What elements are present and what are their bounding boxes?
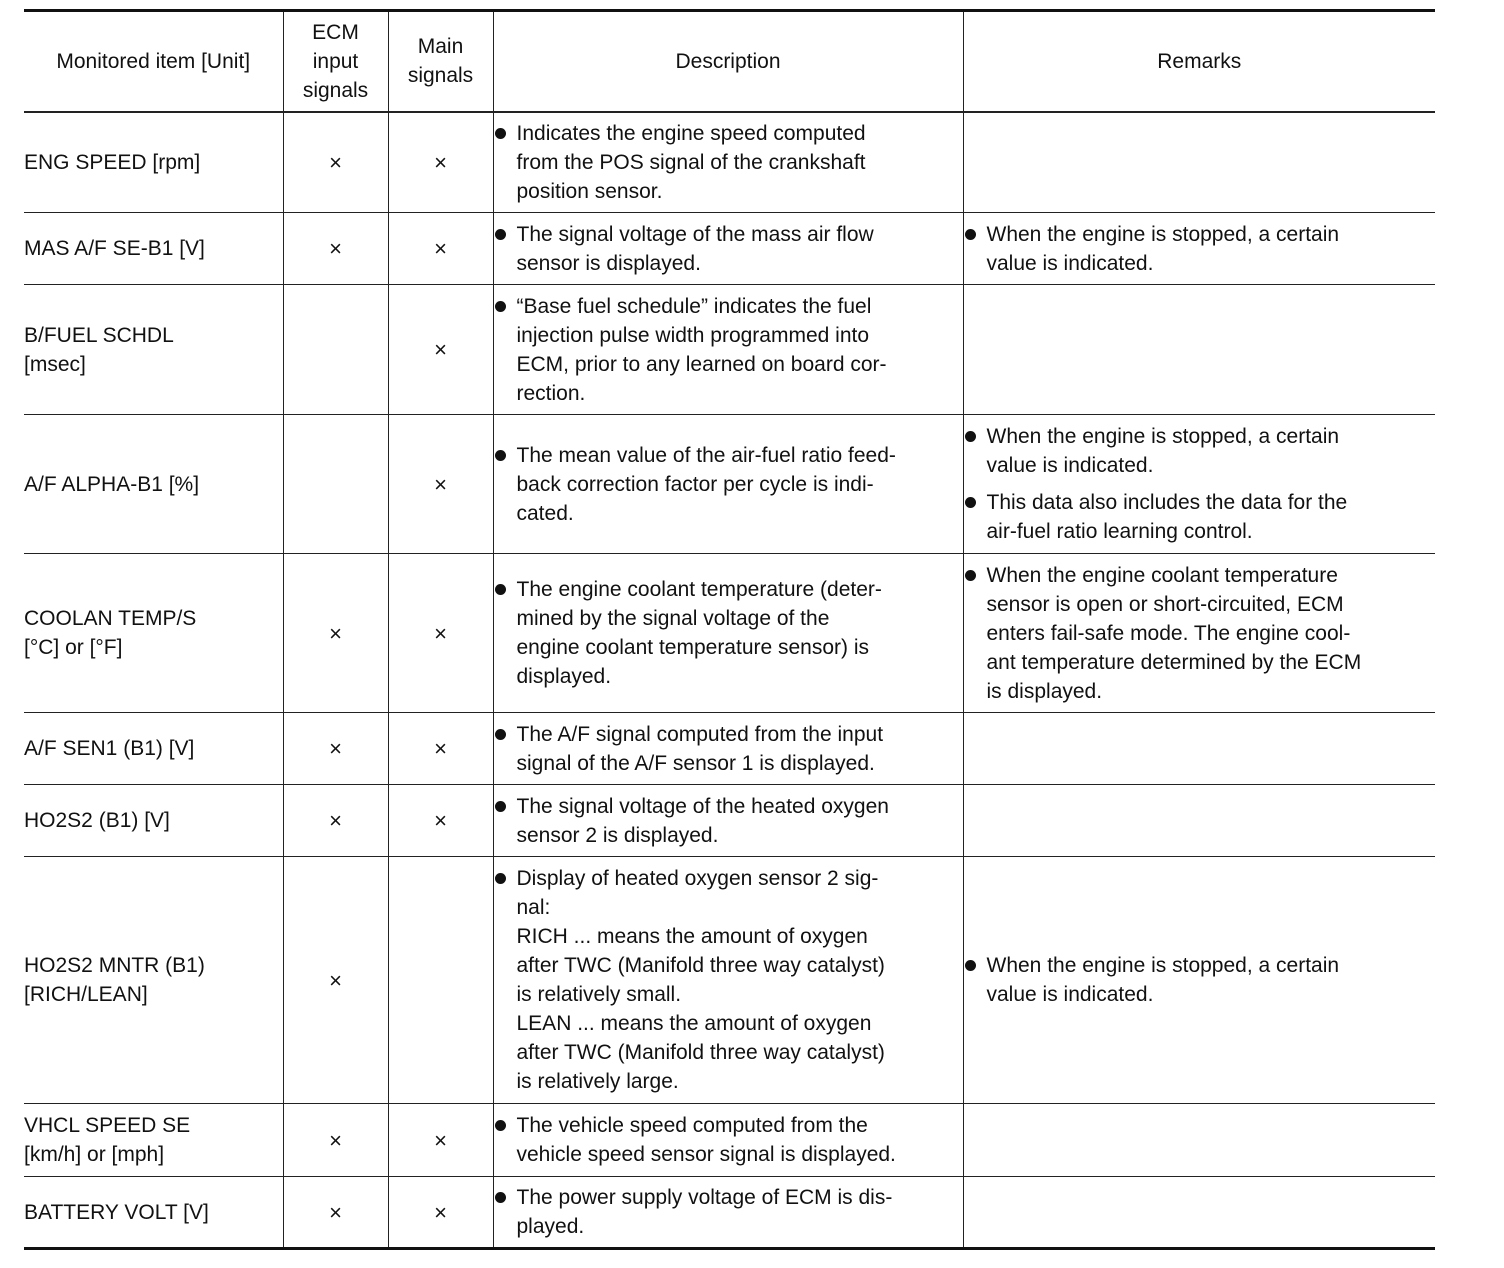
monitored-item-line: HO2S2 (B1) [V] — [24, 809, 170, 832]
monitored-item-cell — [24, 285, 283, 415]
ecm-input-mark: × — [283, 713, 388, 785]
table-row — [24, 713, 1435, 785]
description-line: cated. — [516, 501, 574, 525]
description-line: position sensor. — [516, 179, 663, 203]
description-line: signal of the A/F sensor 1 is displayed. — [516, 751, 875, 775]
remarks-list — [964, 561, 1436, 706]
description-bullet — [494, 864, 963, 1096]
description-line: The A/F signal computed from the input — [516, 722, 884, 746]
ecm-input-mark — [283, 285, 388, 415]
main-signal-mark: × — [388, 1104, 493, 1177]
description-line: played. — [516, 1215, 585, 1238]
remarks-line: When the engine is stopped, a certain — [986, 222, 1340, 246]
description-line: RICH ... means the amount of oxygen — [516, 925, 868, 948]
description-cell — [493, 112, 963, 213]
ecm-input-mark: × — [283, 112, 388, 213]
description-bullet — [494, 220, 963, 278]
description-bullet — [494, 1183, 963, 1241]
monitored-item-cell — [24, 415, 283, 554]
description-line: The mean value of the air-fuel ratio feed- — [516, 443, 896, 467]
table-row — [24, 857, 1435, 1104]
header-main-line: Main — [417, 35, 464, 59]
main-signal-mark: × — [388, 554, 493, 713]
description-line: The engine coolant temperature (deter- — [516, 578, 882, 601]
remarks-cell — [963, 713, 1435, 785]
description-line: LEAN ... means the amount of oxygen — [516, 1012, 872, 1035]
description-bullet — [494, 1111, 963, 1169]
remarks-cell — [963, 1104, 1435, 1177]
remarks-bullet — [964, 488, 1436, 546]
monitored-item-cell — [24, 857, 283, 1104]
monitored-item-cell — [24, 1104, 283, 1177]
monitored-item-cell — [24, 213, 283, 285]
description-line: engine coolant temperature sensor) is — [516, 636, 870, 659]
description-bullet — [494, 792, 963, 850]
main-signal-mark: × — [388, 713, 493, 785]
description-bullet — [494, 119, 963, 206]
description-line: is relatively small. — [516, 983, 682, 1006]
main-signal-mark: × — [388, 285, 493, 415]
remarks-line: When the engine is stopped, a certain — [986, 425, 1340, 448]
description-list — [494, 720, 963, 778]
description-line: “Base fuel schedule” indicates the fuel — [516, 294, 872, 318]
header-ecm-input-signals — [283, 11, 388, 112]
header-main-signals — [388, 11, 493, 112]
remarks-bullet — [964, 220, 1436, 278]
description-list — [494, 1111, 963, 1169]
table-row — [24, 285, 1435, 415]
remarks-line: This data also includes the data for the — [986, 491, 1348, 514]
description-line: The power supply voltage of ECM is dis- — [516, 1186, 893, 1209]
ecm-input-mark: × — [283, 785, 388, 857]
remarks-cell — [963, 112, 1435, 213]
main-signal-mark: × — [388, 415, 493, 554]
ecm-input-mark: × — [283, 554, 388, 713]
remarks-line: sensor is open or short-circuited, ECM — [986, 592, 1344, 616]
description-line: The vehicle speed computed from the — [516, 1114, 868, 1137]
remarks-line: ant temperature determined by the ECM — [986, 650, 1362, 674]
description-list — [494, 864, 963, 1096]
description-bullet — [494, 441, 963, 528]
description-list — [494, 575, 963, 691]
monitored-item-cell — [24, 713, 283, 785]
description-cell — [493, 713, 963, 785]
monitored-item-cell — [24, 554, 283, 713]
description-line: back correction factor per cycle is indi- — [516, 472, 874, 496]
main-signal-mark: × — [388, 112, 493, 213]
header-ecm-line: signals — [302, 78, 369, 102]
description-list — [494, 792, 963, 850]
remarks-line: value is indicated. — [986, 454, 1154, 477]
description-line: injection pulse width programmed into — [516, 323, 870, 347]
monitored-item-cell — [24, 112, 283, 213]
header-remarks: Remarks — [963, 11, 1435, 112]
header-monitored-item: Monitored item [Unit] — [24, 11, 283, 112]
remarks-cell — [963, 785, 1435, 857]
remarks-cell — [963, 213, 1435, 285]
monitored-item-cell — [24, 1177, 283, 1249]
description-bullet — [494, 292, 963, 408]
remarks-cell — [963, 415, 1435, 554]
monitored-item-line: [msec] — [24, 352, 86, 376]
header-main-line: signals — [407, 64, 474, 88]
ecm-input-mark — [283, 415, 388, 554]
remarks-line: When the engine is stopped, a certain — [986, 954, 1340, 977]
header-row — [24, 11, 1435, 112]
monitored-item-line: ENG SPEED [rpm] — [24, 150, 201, 174]
description-line: nal: — [516, 896, 551, 919]
description-line: displayed. — [516, 665, 612, 688]
header-description: Description — [493, 11, 963, 112]
description-list — [494, 220, 963, 278]
description-line: vehicle speed sensor signal is displayed. — [516, 1143, 896, 1166]
table-row — [24, 213, 1435, 285]
remarks-list — [964, 422, 1436, 546]
table-row — [24, 112, 1435, 213]
description-line: from the POS signal of the crankshaft — [516, 150, 866, 174]
description-cell — [493, 415, 963, 554]
ecm-input-mark: × — [283, 213, 388, 285]
monitored-item-line: [RICH/LEAN] — [24, 983, 148, 1006]
ecm-input-mark: × — [283, 857, 388, 1104]
monitored-item-cell — [24, 785, 283, 857]
monitored-item-line: [°C] or [°F] — [24, 636, 123, 659]
description-line: sensor is displayed. — [516, 251, 701, 275]
main-signal-mark — [388, 857, 493, 1104]
description-bullet — [494, 575, 963, 691]
description-cell — [493, 285, 963, 415]
remarks-cell — [963, 285, 1435, 415]
table-row — [24, 415, 1435, 554]
description-cell — [493, 554, 963, 713]
remarks-bullet — [964, 561, 1436, 706]
description-list — [494, 441, 963, 528]
remarks-line: value is indicated. — [986, 251, 1154, 275]
monitored-item-line: B/FUEL SCHDL — [24, 323, 174, 347]
description-cell — [493, 1177, 963, 1249]
monitored-item-line: BATTERY VOLT [V] — [24, 1200, 209, 1224]
remarks-line: is displayed. — [986, 679, 1103, 703]
description-cell — [493, 857, 963, 1104]
remarks-line: value is indicated. — [986, 983, 1154, 1006]
description-line: after TWC (Manifold three way catalyst) — [516, 1041, 885, 1064]
description-line: ECM, prior to any learned on board cor- — [516, 352, 887, 376]
main-signal-mark: × — [388, 785, 493, 857]
remarks-bullet — [964, 422, 1436, 480]
table-row — [24, 554, 1435, 713]
description-line: sensor 2 is displayed. — [516, 823, 719, 847]
monitored-items-table — [24, 9, 1435, 1250]
description-line: The signal voltage of the mass air flow — [516, 222, 874, 246]
table-row — [24, 1104, 1435, 1177]
description-line: rection. — [516, 381, 586, 405]
remarks-line: air-fuel ratio learning control. — [986, 520, 1253, 543]
description-line: Display of heated oxygen sensor 2 sig- — [516, 867, 879, 890]
table-body — [24, 112, 1435, 1249]
remarks-line: enters fail-safe mode. The engine cool- — [986, 621, 1351, 645]
main-signal-mark: × — [388, 1177, 493, 1249]
table-row — [24, 785, 1435, 857]
monitored-item-line: COOLAN TEMP/S — [24, 607, 197, 630]
remarks-cell — [963, 1177, 1435, 1249]
header-ecm-line: ECM — [312, 20, 359, 44]
monitored-item-line: A/F ALPHA-B1 [%] — [24, 472, 200, 496]
monitored-item-line: VHCL SPEED SE — [24, 1114, 191, 1137]
description-line: is relatively large. — [516, 1070, 679, 1093]
description-list — [494, 292, 963, 408]
description-list — [494, 119, 963, 206]
description-list — [494, 1183, 963, 1241]
remarks-line: When the engine coolant temperature — [986, 563, 1338, 587]
monitored-item-line: HO2S2 MNTR (B1) — [24, 954, 205, 977]
header-ecm-line: input — [312, 49, 359, 73]
description-cell — [493, 213, 963, 285]
monitored-item-line: A/F SEN1 (B1) [V] — [24, 737, 195, 760]
remarks-list — [964, 220, 1436, 278]
remarks-cell — [963, 857, 1435, 1104]
remarks-bullet — [964, 951, 1436, 1009]
table-row — [24, 1177, 1435, 1249]
ecm-input-mark: × — [283, 1177, 388, 1249]
description-line: after TWC (Manifold three way catalyst) — [516, 954, 885, 977]
monitored-item-line: [km/h] or [mph] — [24, 1143, 165, 1166]
description-cell — [493, 785, 963, 857]
monitored-item-line: MAS A/F SE-B1 [V] — [24, 237, 205, 260]
description-bullet — [494, 720, 963, 778]
description-line: The signal voltage of the heated oxygen — [516, 794, 889, 818]
main-signal-mark: × — [388, 213, 493, 285]
description-line: Indicates the engine speed computed — [516, 121, 866, 145]
description-line: mined by the signal voltage of the — [516, 607, 830, 630]
remarks-cell — [963, 554, 1435, 713]
remarks-list — [964, 951, 1436, 1009]
ecm-input-mark: × — [283, 1104, 388, 1177]
description-cell — [493, 1104, 963, 1177]
